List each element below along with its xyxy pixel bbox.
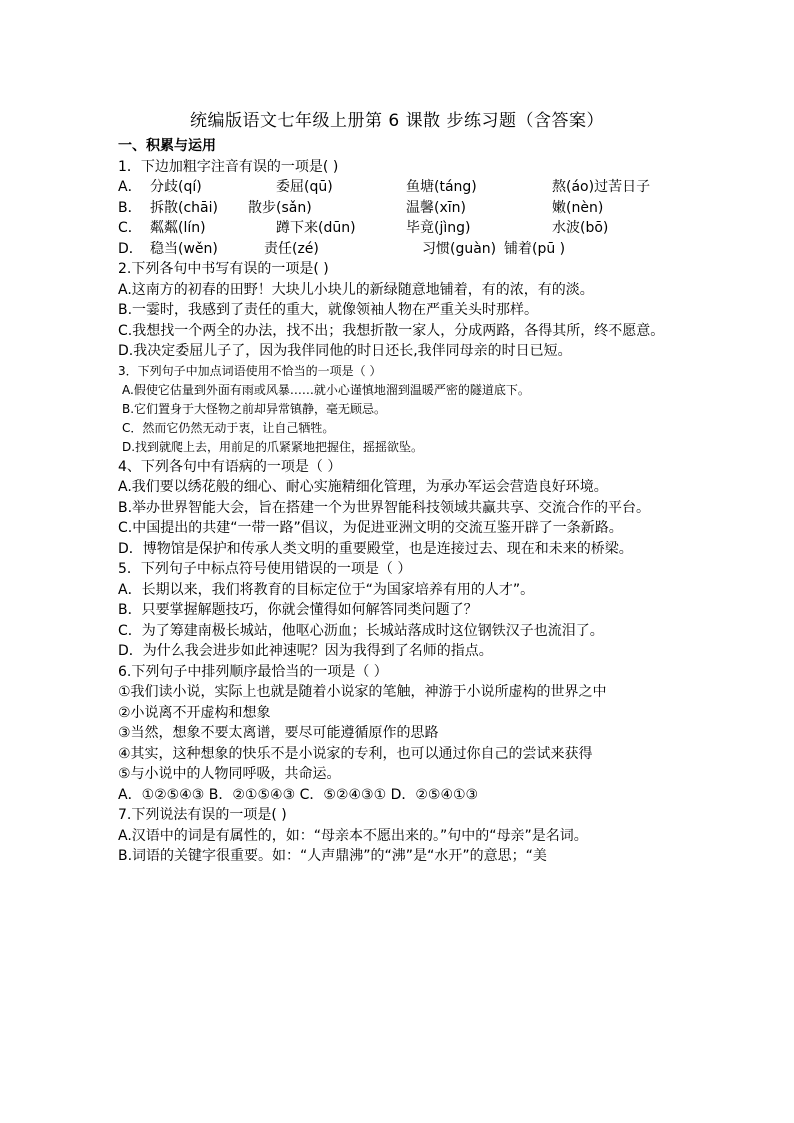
question-3-option-a: A.假使它估量到外面有雨或风暴……就小心谨慎地溜到温暖严密的隧道底下。 bbox=[122, 382, 530, 397]
question-1-option-b bbox=[118, 198, 678, 219]
question-2-option-c: C.我想找一个两全的办法，找不出；我想折散一家人，分成两路，各得其所，终不愿意。 bbox=[118, 322, 665, 339]
question-5-option-d: D．为什么我会进步如此神速呢？因为我得到了名师的指点。 bbox=[118, 643, 493, 659]
option-letter: B． bbox=[118, 199, 142, 216]
question-4-option-b: B.举办世界智能大会，旨在搭建一个为世界智能科技领域共赢共享、交流合作的平台。 bbox=[118, 499, 651, 516]
question-6-sentence-3: ③当然，想象不要太离谱，要尽可能遵循原作的思路 bbox=[118, 725, 439, 741]
question-6-options: A．①②⑤④③ B．②①⑤④③ C．⑤②④③① D．②⑤④①③ bbox=[118, 786, 479, 803]
question-5-option-c: C．为了筹建南极长城站，他呕心沥血；长城站落成时这位钢铁汉子也流泪了。 bbox=[118, 622, 604, 639]
question-5-option-a: A．长期以来，我们将教育的目标定位于“为国家培养有用的人才”。 bbox=[118, 581, 535, 598]
option-item: 分歧(qí) bbox=[150, 179, 202, 195]
question-2-stem: 2.下列各句中书写有误的一项是( ) bbox=[118, 261, 329, 277]
option-item: 嫩(nèn) bbox=[552, 199, 604, 216]
question-6-sentence-1: ①我们读小说，实际上也就是随着小说家的笔触，神游于小说所虚构的世界之中 bbox=[118, 684, 607, 700]
option-letter: D． bbox=[118, 240, 143, 257]
question-7-stem: 7.下列说法有误的一项是( ) bbox=[118, 807, 287, 823]
option-letter: A． bbox=[118, 179, 142, 195]
page-title: 统编版语文七年级上册第 6 课散 步练习题（含答案） bbox=[189, 111, 605, 131]
question-4-option-c: C.中国提出的共建“一带一路”倡议，为促进亚洲文明的交流互鉴开辟了一条新路。 bbox=[118, 520, 623, 536]
question-3-option-b: B.它们置身于大怪物之前却异常镇静，毫无顾忌。 bbox=[122, 401, 387, 416]
question-4-option-d: D．博物馆是保护和传承人类文明的重要殿堂，也是连接过去、现在和未来的桥梁。 bbox=[118, 540, 633, 557]
question-3-stem: 3．下列句子中加点词语使用不恰当的一项是（ ） bbox=[118, 363, 382, 378]
question-7-option-b: B.词语的关键字很重要。如：“人声鼎沸”的“沸”是“水开”的意思；“美 bbox=[118, 848, 547, 864]
option-item: 拆散(chāi) bbox=[150, 199, 218, 216]
question-2-option-b: B.一霎时，我感到了责任的重大，就像领袖人物在严重关头时那样。 bbox=[118, 302, 539, 318]
question-2-option-a: A.这南方的初春的田野！大块儿小块儿的新绿随意地铺着，有的浓，有的淡。 bbox=[118, 281, 594, 298]
question-1-option-d bbox=[118, 239, 678, 260]
option-item: 稳当(wěn) bbox=[150, 240, 218, 257]
question-6-sentence-5: ⑤与小说中的人物同呼吸，共命运。 bbox=[118, 766, 341, 782]
question-3-option-d: D.找到就爬上去，用前足的爪紧紧地把握住，摇摇欲坠。 bbox=[122, 439, 424, 454]
question-2-option-d: D.我决定委屈儿子了，因为我伴同他的时日还长,我伴同母亲的时日已短。 bbox=[118, 343, 572, 359]
option-item: 责任(zé) bbox=[264, 240, 319, 257]
option-item: 委屈(qū) bbox=[276, 179, 333, 195]
option-letter: C． bbox=[118, 220, 142, 236]
question-6-sentence-2: ②小说离不开虚构和想象 bbox=[118, 704, 271, 721]
option-item: 散步(sǎn) bbox=[248, 199, 312, 216]
question-5-option-b: B．只要掌握解题技巧，你就会懂得如何解答同类问题了？ bbox=[118, 602, 478, 618]
option-item: 熬(áo)过苦日子 bbox=[552, 179, 651, 195]
option-item: 温馨(xīn) bbox=[406, 199, 466, 216]
option-item: 蹲下来(dūn) bbox=[276, 220, 356, 236]
question-1-option-c bbox=[118, 218, 678, 239]
question-4-option-a: A.我们要以绣花般的细心、耐心实施精细化管理，为承办军运会营造良好环境。 bbox=[118, 479, 608, 495]
question-6-sentence-4: ④其实，这种想象的快乐不是小说家的专利，也可以通过你自己的尝试来获得 bbox=[118, 745, 593, 762]
question-7-option-a: A.汉语中的词是有属性的，如：“母亲本不愿出来的。”句中的“母亲”是名词。 bbox=[118, 827, 588, 844]
question-1-stem: 1．下边加粗字注音有误的一项是( ) bbox=[118, 158, 339, 175]
option-item: 毕竟(jìng) bbox=[406, 220, 471, 236]
question-6-stem: 6.下列句子中排列顺序最恰当的一项是（ ） bbox=[118, 663, 388, 680]
question-4-stem: 4、下列各句中有语病的一项是（ ） bbox=[118, 458, 342, 475]
option-item: 粼粼(lín) bbox=[150, 220, 206, 236]
option-item: 铺着(pū ) bbox=[504, 240, 566, 257]
section-heading: 一、积累与运用 bbox=[118, 138, 216, 154]
option-item: 鱼塘(táng) bbox=[406, 179, 477, 195]
option-item: 水波(bō) bbox=[552, 220, 609, 236]
option-item: 习惯(guàn) bbox=[422, 240, 497, 257]
question-1-option-a bbox=[118, 177, 678, 198]
document-body bbox=[118, 136, 678, 867]
question-3-option-c: C．然而它仍然无动于衷，让自己牺牲。 bbox=[122, 420, 335, 435]
question-5-stem: 5．下列句子中标点符号使用错误的一项是（ ） bbox=[118, 561, 412, 577]
